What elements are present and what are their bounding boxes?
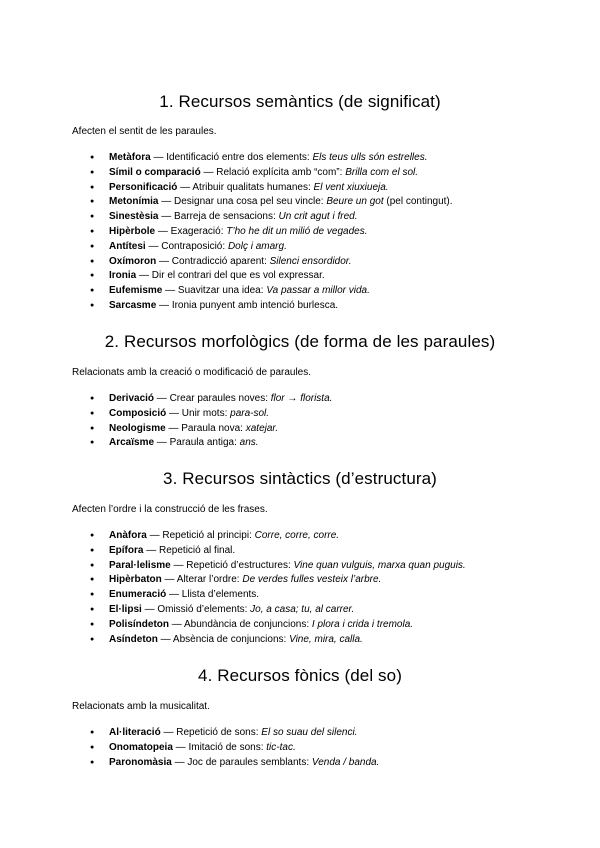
list-item — [90, 422, 332, 437]
section-intro: Afecten el sentit de les paraules. — [72, 126, 217, 137]
description: — Alterar l’ordre: — [161, 574, 243, 586]
list-item — [90, 756, 379, 771]
example: Jo, a casa; tu, al carrer. — [250, 603, 355, 615]
term: Asíndeton — [109, 633, 158, 645]
section-semantic — [0, 92, 600, 112]
list-item — [90, 726, 379, 741]
example: Dolç i amarg. — [227, 240, 287, 252]
description: — Imitació de sons: — [172, 741, 267, 753]
description: — Paraula antiga: — [154, 437, 240, 449]
term: Metonímia — [109, 196, 159, 208]
example: Silenci ensordidor. — [269, 255, 352, 267]
description: — Contradicció aparent: — [156, 255, 270, 267]
list-item — [90, 210, 453, 225]
example: Un crit agut i fred. — [278, 211, 358, 223]
list-item — [90, 633, 466, 648]
example: xatejar. — [245, 422, 279, 434]
list-item — [90, 573, 466, 588]
list-item — [90, 255, 453, 270]
section-title: 2. Recursos morfològics (de forma de les paraules) — [104, 332, 496, 351]
section-phonic — [0, 666, 600, 686]
list-item — [90, 195, 453, 210]
example: flor → florista. — [270, 393, 333, 404]
term: Neologisme — [109, 422, 166, 434]
section-title: 3. Recursos sintàctics (d’estructura) — [163, 469, 437, 488]
description-after: (pel contingut). — [383, 196, 453, 208]
description: — Paraula nova: — [165, 422, 246, 434]
example: ans. — [239, 437, 259, 449]
example: tic-tac. — [266, 741, 296, 753]
section-morphological — [0, 332, 600, 352]
description: — Repetició al final. — [143, 544, 236, 556]
description: — Contraposició: — [145, 240, 228, 252]
list-item — [90, 618, 466, 633]
term: Arcaïsme — [109, 437, 155, 449]
section-title: 4. Recursos fònics (del so) — [198, 666, 402, 685]
example: De verdes fulles vesteix l’arbre. — [242, 574, 382, 586]
term: Paronomàsia — [109, 756, 172, 768]
section-intro: Relacionats amb la creació o modificació de paraules. — [72, 367, 312, 378]
section-intro: Relacionats amb la musicalitat. — [72, 701, 210, 712]
description: — Dir el contrari del que es vol expressar. — [136, 270, 325, 282]
term: Paral·lelisme — [109, 559, 171, 571]
description: — Suavitzar una idea: — [162, 285, 267, 297]
term: Epífora — [109, 544, 144, 556]
term: Composició — [109, 407, 167, 419]
list-item — [90, 392, 332, 407]
list-item — [90, 407, 332, 422]
description: — Abundància de conjuncions: — [169, 618, 312, 630]
section-title: 1. Recursos semàntics (de significat) — [159, 92, 441, 111]
term: Enumeració — [109, 589, 167, 601]
term: Ironia — [109, 270, 137, 282]
term: Derivació — [109, 393, 155, 404]
example: I plora i crida i tremola. — [311, 618, 414, 630]
description: — Identificació entre dos elements: — [150, 152, 313, 163]
term: Antítesi — [109, 240, 146, 252]
example: Corre, corre, corre. — [254, 530, 340, 541]
description: — Repetició de sons: — [160, 727, 262, 738]
list-item — [90, 529, 466, 544]
example: Vine quan vulguis, marxa quan puguis. — [293, 559, 466, 571]
example: T’ho he dit un milió de vegades. — [226, 225, 368, 237]
description: — Atribuir qualitats humanes: — [177, 181, 314, 193]
term: Hipèrbaton — [109, 574, 162, 586]
list-item — [90, 166, 453, 181]
list-item — [90, 603, 466, 618]
term: Oxímoron — [109, 255, 157, 267]
description: — Joc de paraules semblants: — [171, 756, 312, 768]
semantic-list — [90, 151, 453, 314]
example: Beure un got — [326, 196, 384, 208]
term: Polisíndeton — [109, 618, 169, 630]
term: Anàfora — [109, 530, 147, 541]
list-item — [90, 269, 453, 284]
list-item — [90, 588, 466, 603]
description: — Exageració: — [155, 225, 227, 237]
term: Eufemisme — [109, 285, 163, 297]
example: para-sol. — [230, 407, 270, 419]
description: — Unir mots: — [166, 407, 231, 419]
term: Símil o comparació — [109, 166, 201, 178]
phonic-list — [90, 726, 379, 770]
term: Al·literació — [109, 727, 161, 738]
description: — Designar una cosa pel seu vincle: — [158, 196, 327, 208]
section-intro: Afecten l’ordre i la construcció de les frases. — [72, 504, 268, 515]
term: Metàfora — [109, 152, 151, 163]
example: Els teus ulls són estrelles. — [312, 152, 428, 163]
term: Hipèrbole — [109, 225, 156, 237]
list-item — [90, 240, 453, 255]
description: — Ironia punyent amb intenció burlesca. — [156, 299, 339, 311]
list-item — [90, 559, 466, 574]
term: Sarcasme — [109, 299, 157, 311]
description: — Llista d’elements. — [166, 589, 260, 601]
description: — Absència de conjuncions: — [157, 633, 290, 645]
list-item — [90, 151, 453, 166]
term: Sinestèsia — [109, 211, 159, 223]
list-item — [90, 284, 453, 299]
description: — Crear paraules noves: — [154, 393, 271, 404]
description: — Omissió d’elements: — [141, 603, 251, 615]
example: Va passar a millor vida. — [266, 285, 370, 297]
syntactic-list — [90, 529, 466, 647]
description: — Relació explícita amb “com”: — [200, 166, 346, 178]
list-item — [90, 225, 453, 240]
morphological-list — [90, 392, 332, 451]
term: Personificació — [109, 181, 178, 193]
term: Onomatopeia — [109, 741, 173, 753]
list-item — [90, 544, 466, 559]
example: El so suau del silenci. — [261, 727, 358, 738]
example: Brilla com el sol. — [345, 166, 419, 178]
term: El·lipsi — [109, 603, 142, 615]
description: — Barreja de sensacions: — [158, 211, 279, 223]
description: — Repetició al principi: — [146, 530, 255, 541]
list-item — [90, 181, 453, 196]
example: Vine, mira, calla. — [289, 633, 363, 645]
list-item — [90, 299, 453, 314]
list-item — [90, 436, 332, 451]
example: Venda / banda. — [311, 756, 380, 768]
description: — Repetició d’estructures: — [170, 559, 294, 571]
list-item — [90, 741, 379, 756]
section-syntactic — [0, 469, 600, 489]
example: El vent xiuxiueja. — [313, 181, 389, 193]
